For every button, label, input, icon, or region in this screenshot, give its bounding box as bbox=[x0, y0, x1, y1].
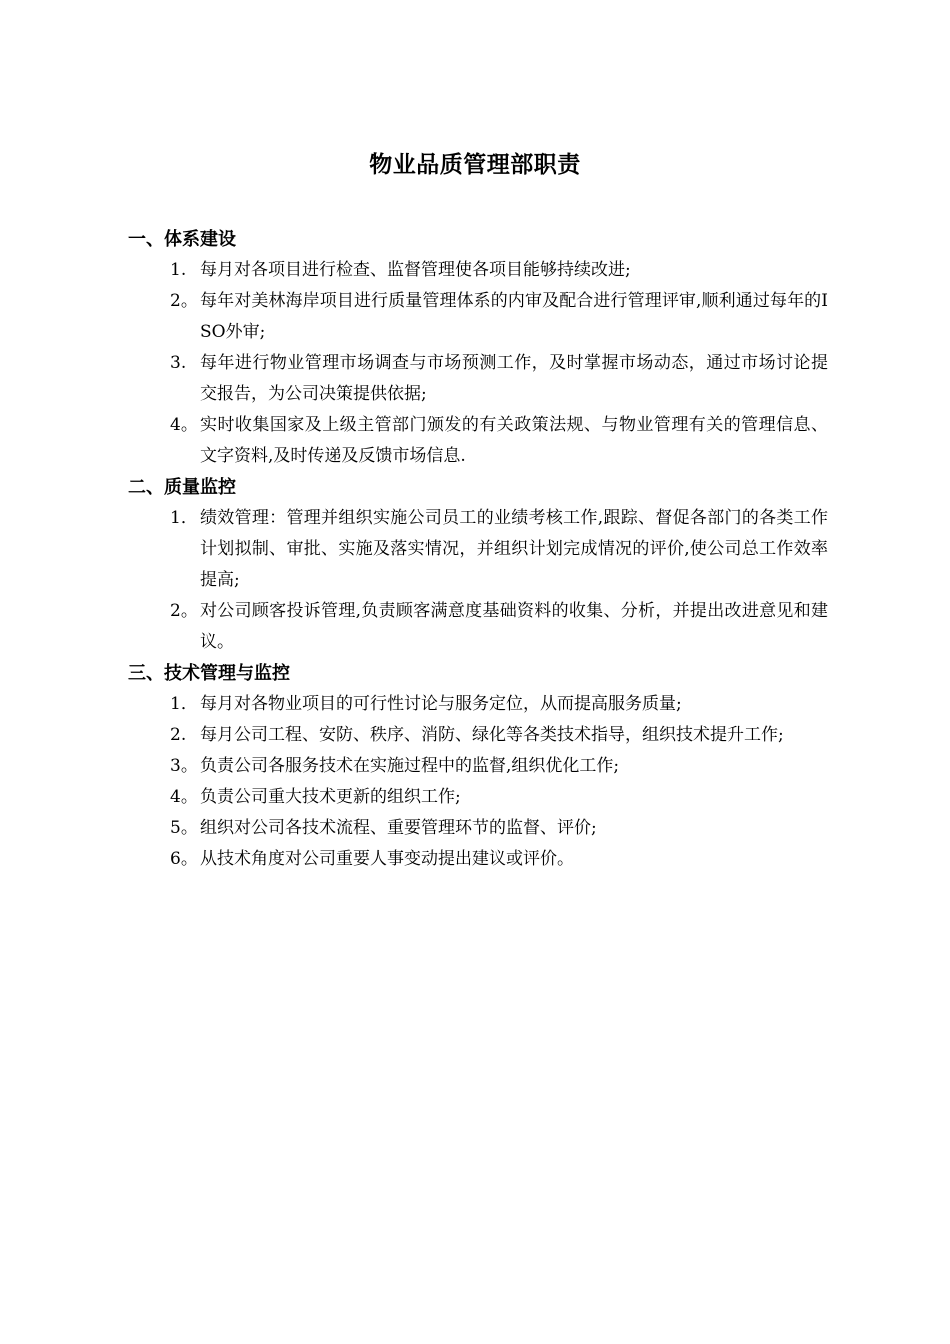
list-item bbox=[128, 410, 828, 472]
item-text: 从技术角度对公司重要人事变动提出建议或评价。 bbox=[200, 849, 574, 869]
document-body bbox=[128, 224, 828, 875]
item-text: 实时收集国家及上级主管部门颁发的有关政策法规、与物业管理有关的管理信息、文字资料,及时传递及反馈市场信息. bbox=[200, 415, 828, 466]
item-number: 5。 bbox=[170, 818, 198, 838]
section-heading: 三、技术管理与监控 bbox=[128, 663, 290, 684]
item-text: 负责公司重大技术更新的组织工作; bbox=[200, 787, 461, 807]
list-item bbox=[128, 751, 828, 782]
item-text: 每年进行物业管理市场调查与市场预测工作，及时掌握市场动态，通过市场讨论提交报告，为公司决策提供依据; bbox=[200, 353, 828, 404]
item-text: 组织对公司各技术流程、重要管理环节的监督、评价; bbox=[200, 818, 597, 838]
list-item bbox=[128, 255, 828, 286]
list-item bbox=[128, 286, 828, 348]
section-technical-management bbox=[128, 658, 828, 875]
item-number: 3。 bbox=[170, 756, 198, 776]
item-number: 1． bbox=[170, 508, 198, 528]
item-number: 2。 bbox=[170, 291, 198, 311]
item-text: 每月对各物业项目的可行性讨论与服务定位，从而提高服务质量; bbox=[200, 694, 682, 714]
item-number: 6。 bbox=[170, 849, 198, 869]
list-item bbox=[128, 503, 828, 596]
item-number: 4。 bbox=[170, 415, 198, 435]
section-heading: 一、体系建设 bbox=[128, 229, 236, 250]
item-number: 4。 bbox=[170, 787, 198, 807]
section-system-building bbox=[128, 224, 828, 472]
list-item bbox=[128, 720, 828, 751]
item-number: 1． bbox=[170, 694, 198, 714]
list-item bbox=[128, 689, 828, 720]
list-item bbox=[128, 348, 828, 410]
item-text: 每年对美林海岸项目进行质量管理体系的内审及配合进行管理评审,顺利通过每年的ISO外审; bbox=[200, 291, 828, 342]
list-item bbox=[128, 813, 828, 844]
document-title: 物业品质管理部职责 bbox=[369, 152, 581, 178]
item-text: 绩效管理：管理并组织实施公司员工的业绩考核工作,跟踪、督促各部门的各类工作计划拟制、审批、实施及落实情况，并组织计划完成情况的评价,使公司总工作效率提高; bbox=[200, 508, 828, 590]
list-item bbox=[128, 596, 828, 658]
item-number: 2. bbox=[170, 725, 187, 745]
item-number: 1. bbox=[170, 260, 187, 280]
item-text: 负责公司各服务技术在实施过程中的监督,组织优化工作; bbox=[200, 756, 620, 776]
item-text: 每月公司工程、安防、秩序、消防、绿化等各类技术指导，组织技术提升工作; bbox=[200, 725, 784, 745]
list-item bbox=[128, 782, 828, 813]
item-number: 2。 bbox=[170, 601, 198, 621]
item-text: 每月对各项目进行检查、监督管理使各项目能够持续改进; bbox=[200, 260, 631, 280]
section-quality-control bbox=[128, 472, 828, 658]
list-item bbox=[128, 844, 828, 875]
section-heading: 二、质量监控 bbox=[128, 477, 236, 498]
item-text: 对公司顾客投诉管理,负责顾客满意度基础资料的收集、分析，并提出改进意见和建议。 bbox=[200, 601, 828, 652]
item-number: 3. bbox=[170, 353, 187, 373]
